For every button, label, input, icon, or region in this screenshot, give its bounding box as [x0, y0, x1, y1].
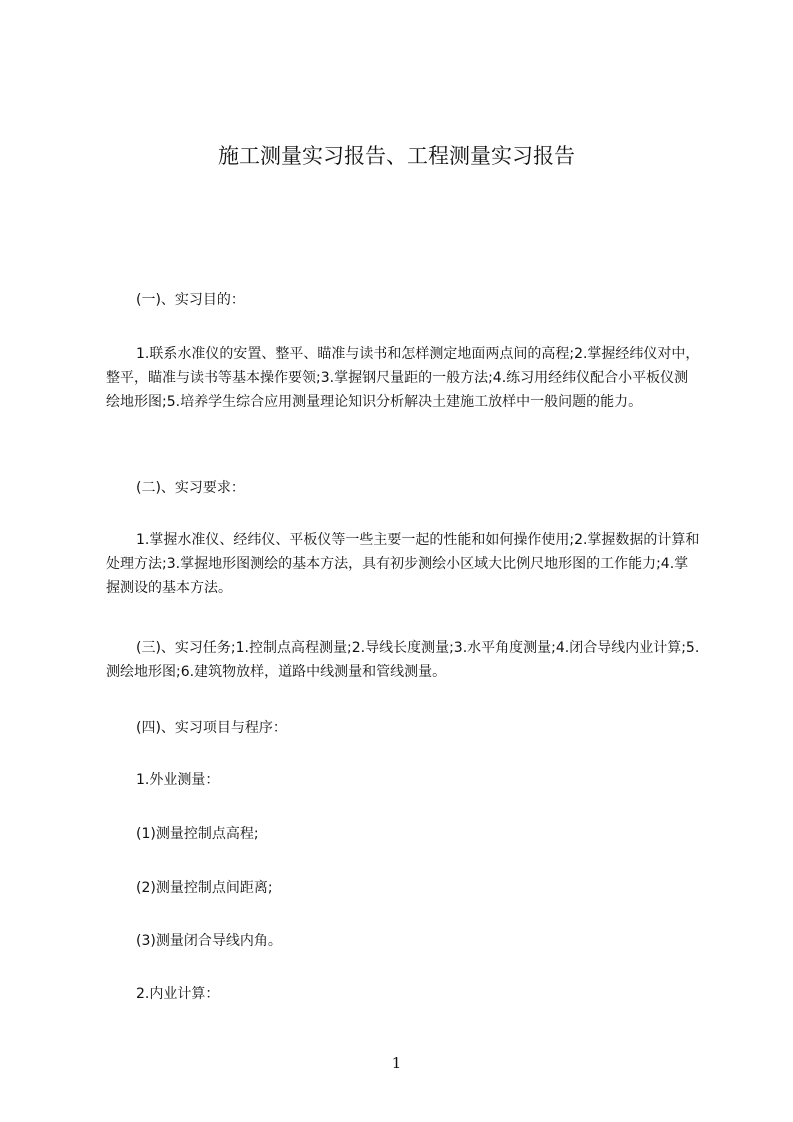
- list-item-control-elevation: (1)测量控制点高程;: [136, 826, 259, 842]
- section-heading-purpose: (一)、实习目的：: [136, 292, 245, 308]
- list-item-field-survey: 1.外业测量：: [136, 772, 220, 788]
- page-number: 1: [391, 1054, 402, 1072]
- document-title: 施工测量实习报告、工程测量实习报告: [218, 144, 575, 168]
- list-item-control-distance: (2)测量控制点间距离;: [136, 880, 273, 896]
- section-heading-requirements: (二)、实习要求：: [136, 480, 245, 496]
- list-item-office-calculation: 2.内业计算：: [136, 986, 220, 1002]
- section-heading-procedure: (四)、实习项目与程序：: [136, 720, 287, 736]
- paragraph-purpose: 1.联系水准仪的安置、整平、瞄准与读书和怎样测定地面两点间的高程;2.掌握经纬仪对中，整平，瞄准与读书等基本操作要领;3.掌握钢尺量距的一般方法;4.练习用经纬仪配合小平板仪测绘地形图;5.培养学生综合应用测量理论知识分析解决土建施工放样中一般问题的能力。: [106, 346, 700, 410]
- paragraph-tasks: (三)、实习任务;1.控制点高程测量;2.导线长度测量;3.水平角度测量;4.闭合导线内业计算;5.测绘地形图;6.建筑物放样，道路中线测量和管线测量。: [106, 640, 700, 680]
- list-item-traverse-angles: (3)测量闭合导线内角。: [136, 933, 282, 949]
- paragraph-requirements: 1.掌握水准仪、经纬仪、平板仪等一些主要一起的性能和如何操作使用;2.掌握数据的计算和处理方法;3.掌握地形图测绘的基本方法，具有初步测绘小区域大比例尺地形图的工作能力;4.掌握测设的基本方法。: [106, 532, 700, 596]
